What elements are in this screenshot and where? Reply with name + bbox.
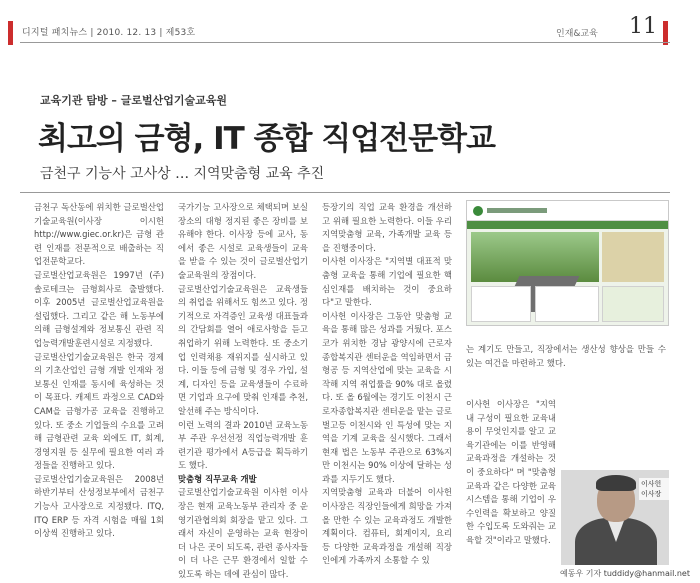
paragraph: 이런 노력의 결과 2010년 교육노동부 주관 우선선정 직업능력개발 훈련기관 평가에서 A등급을 획득하기도 했다.	[178, 419, 308, 471]
section-label: 인재&교육	[556, 29, 598, 39]
logo-icon	[473, 206, 483, 216]
paragraph: 글로벌산업기술교육원 이사헌 이사장은 현재 교육노동부 관리자 중 운영기관협의회 회장을 맡고 있다. 그래서 자신이 운영하는 교육 현장이 더 나은 곳이 되도록, 관련 종사자들이 더 나은 근무 환경에서 일할 수 있도록 하는 데에 관심이 많다.	[178, 487, 308, 580]
photo-caption: 이사헌 이사장	[639, 478, 669, 500]
paragraph: 등장기의 직업 교육 환경을 개선하고 위해 필요한 노력한다. 이들 우리 지역맞춤형 교육, 가족개발 교육 등을 진행중이다.	[322, 202, 452, 253]
screenshot-header	[467, 201, 668, 221]
article-column-4-continued	[466, 398, 556, 548]
paragraph: 국가기능 고사장으로 체택되며 보실 장소의 대형 정지된 좋은 장비를 보유해야 한다. 이사장 등에 교사, 동에서 좋은 시설로 교육생들이 교육을 받을 수 있는 것이 글로벌산업기술교육원의 장점이다.	[178, 202, 308, 280]
screenshot-title-bar	[487, 208, 547, 213]
paragraph: 이사헌 이사장은 "지역 내 구성이 필요한 교육내용이 무엇인지를 알고 교육기관에는 이를 반영해 교육과정을 개설하는 것이 중요하다" 며 "맞춤형 교육과 같은 다양한 교육 시스템을 통해 기업이 우수인력을 확보하고 양질한 수입도록 도와줘는 교육할 것"이라고 말했다.	[466, 399, 556, 545]
paragraph: 지역맞춤형 교육과 더불어 이사헌 이사장은 직장인들에게 희망을 가져올 만한 수 있는 교육과정도 개발한 계획이다. 컴퓨터, 회계이지, 요리 등 다양한 교육과정을 개설해 직장인에게 가족까지 소통할 수 있	[322, 487, 452, 566]
article-headline: 최고의 금형, IT 종합 직업전문학교	[38, 121, 495, 157]
column-subheading: 맞춤형 직무교육 개발	[178, 473, 257, 484]
article-column-2	[178, 201, 308, 582]
article-kicker: 교육기관 탐방 – 글로벌산업기술교육원	[40, 94, 228, 107]
paragraph: 글로벌산업기술교육원은 2008년 하반기부터 산성정보부에서 금천구 기능사 고사장으로 지정됐다. ITQ, ITQ ERP 등 자격 시험을 매월 1회 이상씩 진행하고 있다.	[34, 473, 164, 539]
paragraph: 금천구 독산동에 위치한 글로벌산업기술교육원(이사장 이시헌 http://www.giec.or.kr)은 금형 관련 인재를 전문적으로 배출하는 직업전문학교다.	[34, 202, 164, 267]
article-column-3	[322, 201, 452, 568]
screenshot-side-banner	[602, 232, 664, 282]
page-number: 11	[629, 14, 657, 39]
photo-hair	[596, 475, 636, 491]
article-column-4	[466, 343, 666, 370]
paragraph: 글로벌산업교육원은 1997년 (주)솔로테크는 금형회사로 출발했다. 이후 2005년 글로벌산업교육원을 설립했다. 그리고 같은 해 노동부에 의해 금형설계와 정보통신 관련 직업능력개발훈련시설로 지정됐다.	[34, 269, 164, 348]
paragraph: 는 계기도 만들고, 직장에서는 생산성 향상을 만들 수 있는 여건을 마련하고 했다.	[466, 344, 666, 368]
headline-rule	[20, 192, 670, 193]
paragraph: 이사헌 이사장은 "지역별 대표적 맞춤형 교육을 통해 기업에 필요한 핵심인재를 배치하는 것이 중요하다"고 말한다.	[322, 256, 452, 308]
paragraph: 이사헌 이사장은 그동안 맞춤형 교육을 통해 많은 성과를 거뒀다. 포스코가 위치한 경남 광양시에 근로자 종합복지관 센터운을 역임하면서 금형공 등 지역산업에 맞는 교육을 시작해 지역 취업률을 90% 대로 올렸다. 또 올 6월에는 경기도 이천시 근로자종합복지관 센터운을 맡는 글로벌고등 이천시와 인 특성에 맞는 지역을 기계 교육을 실시했다. 그래서 현재 법은 노동부 주관으로 63%지만 이천시는 90% 이상에 달하는 성과를 지두기도 했다.	[322, 310, 452, 484]
screenshot-panel	[535, 286, 599, 322]
masthead: 디지털 패치뉴스 | 2010. 12. 13 | 제53호	[22, 28, 196, 38]
paragraph: 글로벌산업기술교육원은 한국 경제의 기초산업인 금형 개발 인재와 정보통신 인재를 동시에 육성하는 것이 목표다. 캐제트 과정으로 CAD와 CAM을 금형가공 교육을 진행하고 있다. 또 중소 기업들의 수요를 고려해 금형관련 교육 외에도 IT, 회계, 경영지원 등 실무에 필요한 여러 과정들을 진행하고 있다.	[34, 351, 164, 471]
article-column-1	[34, 201, 164, 541]
left-accent-bar	[8, 21, 13, 45]
page-header	[0, 0, 700, 70]
portrait-photo	[561, 470, 669, 565]
paragraph: 글로벌산업기술교육원은 교육생들의 취업을 위해서도 힘쓰고 있다. 정기적으로 자격증인 교육생 대표들과의 간담회를 열어 애로사항을 듣고 취업하기 위해 노력한다. 또 중소기업 인력채용 재위지를 실시하고 있다. 이들 등에 금형 및 경우 가입, 설계, 디자인 등을 교육생들이 수료하면 기업과 요구에 맞춰 인재를 추천, 알선해 주는 방식이다.	[178, 283, 308, 416]
screenshot-panel	[471, 286, 531, 322]
website-screenshot-image	[466, 200, 669, 326]
header-rule	[20, 42, 670, 43]
screenshot-nav	[467, 221, 668, 229]
article-subhead: 금천구 기능사 고사상 … 지역맞춤형 교육 추진	[40, 166, 325, 182]
screenshot-panel	[602, 286, 664, 322]
screenshot-hero-banner	[471, 232, 599, 282]
reporter-byline: 예동우 기자 tuddidy@hanmail.net	[560, 569, 690, 578]
